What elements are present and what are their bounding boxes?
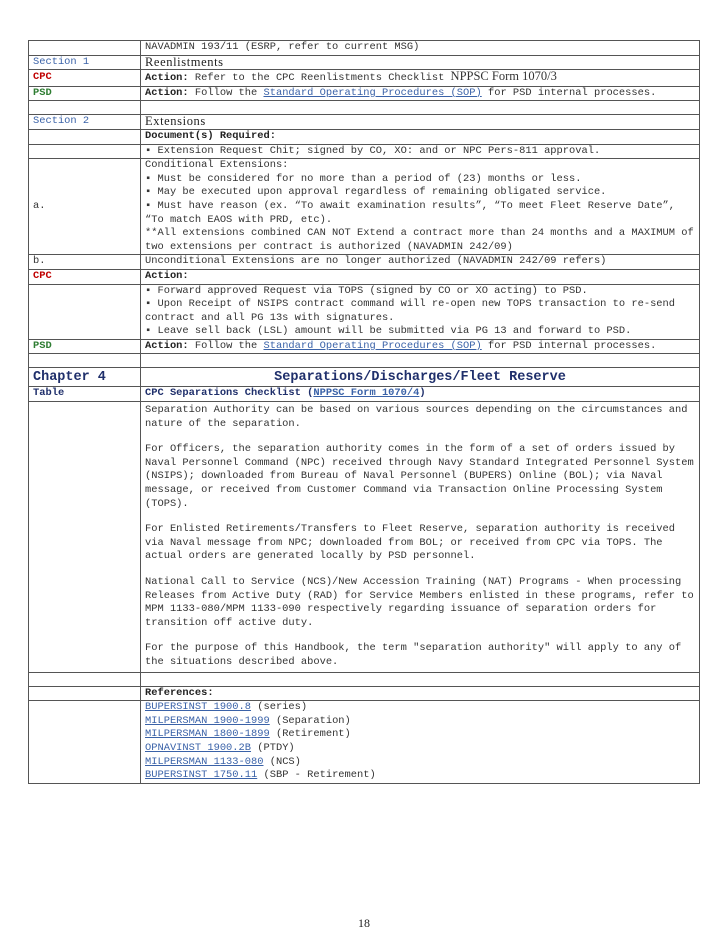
spacer-row	[29, 354, 700, 368]
separation-authority-row	[29, 402, 700, 673]
list-item	[145, 728, 695, 742]
list-item: Conditional Extensions:	[145, 159, 289, 172]
section2-label: Section 2	[29, 115, 141, 130]
spacer-row	[29, 672, 700, 686]
psd2-text2: for PSD internal processes.	[481, 339, 657, 352]
chapter-title: Separations/Discharges/Fleet Reserve	[141, 368, 700, 387]
separation-authority-cell	[141, 402, 700, 673]
cpc1-row	[29, 70, 700, 87]
paragraph: For the purpose of this Handbook, the term "separation authority" will apply to any of the situations described above.	[145, 642, 682, 668]
psd2-label: PSD	[29, 339, 141, 354]
action-label: Action:	[145, 339, 189, 352]
section2-row	[29, 115, 700, 130]
reference-note: (PTDY)	[251, 741, 295, 754]
conditional-extensions-row	[29, 159, 700, 255]
chapter-label: Chapter 4	[29, 368, 141, 387]
list-item: ▪ Must be considered for no more than a period of (23) months or less.	[145, 172, 582, 185]
psd2-text1: Follow the	[188, 339, 264, 352]
cpc1-action	[141, 70, 700, 87]
reference-link[interactable]: OPNAVINST 1900.2B	[145, 741, 252, 754]
references-row	[29, 701, 700, 784]
psd1-action	[141, 86, 700, 101]
sop-link[interactable]: Standard Operating Procedures (SOP)	[263, 339, 482, 352]
cpc1-form: NPPSC Form 1070/3	[450, 69, 557, 84]
reference-note: (Separation)	[269, 714, 351, 727]
references-heading-row	[29, 686, 700, 701]
extension-chit-row	[29, 144, 700, 159]
cpc2-label: CPC	[29, 269, 141, 284]
list-item	[145, 756, 695, 770]
section1-row	[29, 55, 700, 70]
unconditional-extensions-row	[29, 255, 700, 270]
action-label: Action:	[145, 72, 189, 85]
list-item: ▪ Must have reason (ex. “To await examination results”, “To meet Fleet Reserve Date”, “To match EAOS with PRD, etc).	[145, 199, 676, 226]
cpc2-steps-row	[29, 284, 700, 339]
form-1070-4-link[interactable]: NPPSC Form 1070/4	[313, 387, 420, 400]
list-item	[145, 715, 695, 729]
psd1-text1: Follow the	[188, 86, 264, 99]
extension-chit-text: ▪ Extension Request Chit; signed by CO, XO: and or NPC Pers-811 approval.	[141, 144, 700, 159]
cpc1-text: Refer to the CPC Reenlistments Checklist	[188, 72, 451, 85]
documents-required-row	[29, 129, 700, 144]
list-item: **All extensions combined CAN NOT Extend a contract more than 24 months and a MAXIMUM of two extensions per contract is authorized (NAVADMIN 242/09)	[145, 227, 694, 253]
psd2-row	[29, 339, 700, 354]
reference-link[interactable]: MILPERSMAN 1133-080	[145, 755, 264, 768]
paragraph: Separation Authority can be based on various sources depending on the circumstances and nature of the separation.	[145, 404, 688, 430]
navadmin-row	[29, 41, 700, 56]
psd1-text2: for PSD internal processes.	[481, 86, 657, 99]
psd1-row	[29, 86, 700, 101]
documents-required-heading: Document(s) Required:	[141, 129, 700, 144]
reference-note: (series)	[251, 701, 308, 714]
handbook-table	[28, 40, 700, 784]
section1-label: Section 1	[29, 55, 141, 70]
navadmin-text: NAVADMIN 193/11 (ESRP, refer to current MSG)	[141, 41, 700, 56]
paragraph: For Enlisted Retirements/Transfers to Fleet Reserve, separation authority is received via Naval message from NPC; downloaded from BOL; or received from CPC via TOPS. The actual orders are generated locally by PSD personnel.	[145, 523, 676, 563]
table-label-text: Table	[33, 387, 65, 400]
reference-link[interactable]: BUPERSINST 1900.8	[145, 701, 252, 714]
reference-link[interactable]: MILPERSMAN 1800-1899	[145, 728, 270, 741]
table-row	[29, 387, 700, 402]
checklist-end: )	[419, 387, 426, 400]
psd2-action	[141, 339, 700, 354]
reference-note: (NCS)	[263, 755, 301, 768]
section2-title: Extensions	[141, 115, 700, 130]
chapter-row	[29, 368, 700, 387]
references-heading: References:	[141, 686, 700, 701]
reference-link[interactable]: BUPERSINST 1750.11	[145, 769, 258, 782]
conditional-extensions-cell	[141, 159, 700, 255]
list-item	[145, 742, 695, 756]
list-item: ▪ May be executed upon approval regardless of remaining obligated service.	[145, 186, 607, 199]
psd1-label: PSD	[29, 86, 141, 101]
references-cell	[141, 701, 700, 784]
item-a-label: a.	[29, 159, 141, 255]
item-b-label: b.	[29, 255, 141, 270]
list-item	[145, 701, 695, 715]
list-item: ▪ Forward approved Request via TOPS (signed by CO or XO acting) to PSD.	[145, 284, 588, 297]
list-item	[145, 769, 695, 783]
paragraph: National Call to Service (NCS)/New Accession Training (NAT) Programs - When processing Releases from Active Duty (RAD) for Service Members enlisted in these programs, refer to MPM 1133-080/MPM 1133-090 respectively regarding issuance of separation orders for transition off active duty.	[145, 576, 694, 629]
reference-note: (SBP - Retirement)	[257, 769, 376, 782]
action-label: Action:	[145, 86, 189, 99]
sop-link[interactable]: Standard Operating Procedures (SOP)	[263, 86, 482, 99]
reference-note: (Retirement)	[269, 728, 351, 741]
paragraph: For Officers, the separation authority comes in the form of a set of orders issued by Naval Personnel Command (NPC) received through Navy Standard Integrated Personnel System (NSIPS); downloaded from Bureau of Naval Personnel (BUPERS) Online (BOL); via Naval message, or received from Customer Command via Transaction Online Processing System (TOPS).	[145, 443, 694, 510]
list-item: ▪ Leave sell back (LSL) amount will be submitted via PG 13 and forward to PSD.	[145, 325, 632, 338]
cpc2-action: Action:	[141, 269, 700, 284]
cpc2-row	[29, 269, 700, 284]
checklist-heading	[141, 387, 700, 402]
cpc2-steps-cell	[141, 284, 700, 339]
cpc1-label: CPC	[29, 70, 141, 87]
unconditional-extensions-text: Unconditional Extensions are no longer authorized (NAVADMIN 242/09 refers)	[141, 255, 700, 270]
section1-title: Reenlistments	[141, 55, 700, 70]
checklist-text: CPC Separations Checklist (	[145, 387, 314, 400]
list-item: ▪ Upon Receipt of NSIPS contract command will re-open new TOPS transaction to re-send contract and all PG 13s with signatures.	[145, 298, 676, 324]
table-label	[29, 387, 141, 402]
reference-link[interactable]: MILPERSMAN 1900-1999	[145, 714, 270, 727]
spacer-row	[29, 101, 700, 115]
page-number: 18	[358, 916, 370, 930]
